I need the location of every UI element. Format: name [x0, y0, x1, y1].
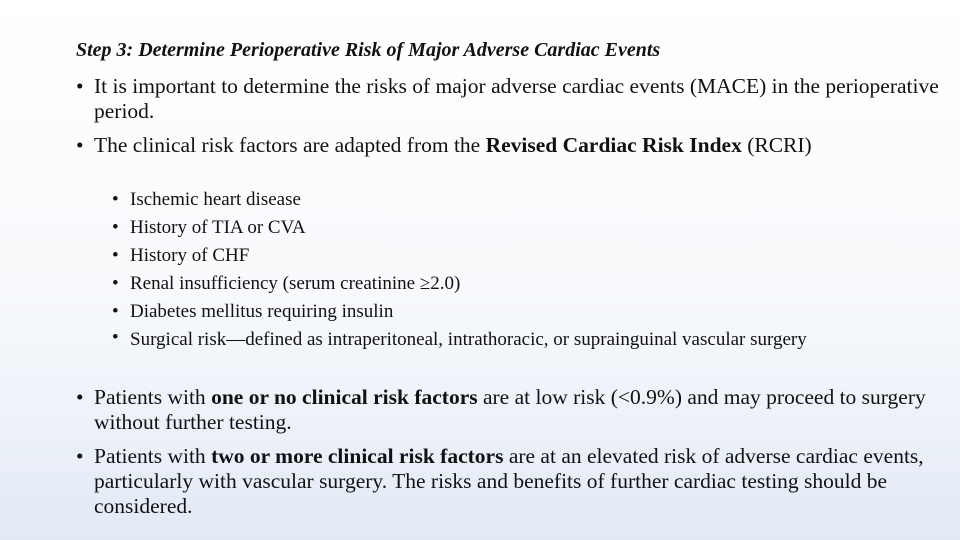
bullet-dot: • [112, 189, 119, 210]
risk-factor-text: History of TIA or CVA [130, 217, 306, 238]
bullet-dot: • [76, 133, 84, 157]
bullet-text-pre: Patients with [94, 385, 212, 409]
bullet-dot: • [112, 245, 119, 266]
bullet-text-pre: Patients with [94, 444, 212, 468]
risk-factor-item [112, 298, 912, 326]
risk-factor-text: History of CHF [130, 245, 250, 266]
bullet-text-post: are at an elevated risk of adverse cardiac events, particularly with vascular surgery. The risks and benefits of further cardiac testing should be considered. [94, 444, 924, 518]
low-risk-criterion: one or no clinical risk factors [211, 385, 478, 409]
bullet-mace-importance [76, 74, 946, 124]
bullet-text [94, 444, 946, 519]
rcri-term: Revised Cardiac Risk Index [485, 133, 742, 157]
risk-factor-item [112, 186, 912, 214]
bullet-text [94, 385, 946, 435]
risk-factor-list [112, 186, 912, 351]
bullet-dot: • [112, 217, 119, 238]
risk-factor-item [112, 214, 912, 242]
risk-factor-text: Diabetes mellitus requiring insulin [130, 301, 394, 322]
bullet-text-post: (RCRI) [741, 133, 812, 157]
bullet-dot: • [76, 385, 84, 409]
bullet-dot: • [112, 327, 119, 348]
bullet-text-pre: The clinical risk factors are adapted from the [94, 133, 486, 157]
risk-factor-item [112, 326, 912, 351]
risk-factor-text: Surgical risk—defined as intraperitoneal, intrathoracic, or suprainguinal vascular surgery [130, 329, 807, 350]
bullet-dot: • [76, 444, 84, 468]
slide-heading: Step 3: Determine Perioperative Risk of Major Adverse Cardiac Events [76, 39, 661, 61]
bullet-dot: • [76, 74, 84, 98]
bullet-low-risk [76, 385, 946, 435]
risk-factor-item [112, 270, 912, 298]
bullet-text: It is important to determine the risks of major adverse cardiac events (MACE) in the perioperative period. [94, 74, 939, 123]
bullet-text-post: are at low risk (<0.9%) and may proceed to surgery without further testing. [94, 385, 926, 434]
risk-factor-text: Renal insufficiency (serum creatinine ≥2.0) [130, 273, 461, 294]
elevated-risk-criterion: two or more clinical risk factors [211, 444, 504, 468]
bullet-text [94, 133, 946, 158]
risk-factor-text: Ischemic heart disease [130, 189, 301, 210]
bullet-elevated-risk [76, 444, 946, 519]
bullet-dot: • [112, 273, 119, 294]
risk-factor-item [112, 242, 912, 270]
bullet-dot: • [112, 301, 119, 322]
bullet-rcri-source [76, 133, 946, 158]
